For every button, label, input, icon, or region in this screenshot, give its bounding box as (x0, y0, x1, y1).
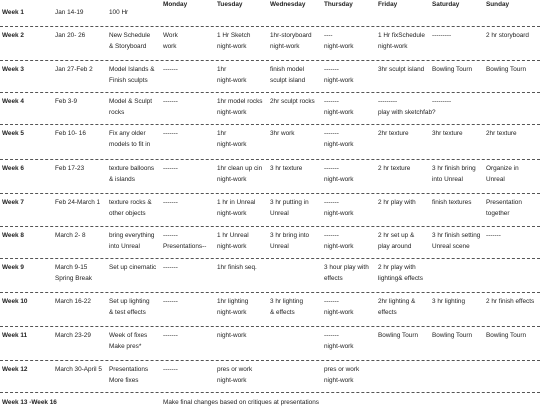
row-divider (0, 193, 540, 194)
day-cell: night-work (217, 377, 247, 384)
task-cell: & test effects (109, 309, 146, 316)
day-cell: 1 hr in Unreal (217, 199, 256, 206)
day-cell: play around (378, 243, 412, 250)
day-cell: 1 Hr Sketch (217, 32, 251, 39)
day-cell: Unreal (270, 243, 289, 250)
day-cell: Unreal (270, 210, 289, 217)
day-cell: ------- (324, 332, 339, 339)
day-header: Wednesday (270, 1, 306, 8)
task-cell: Set up cinematic (109, 264, 157, 271)
date-range: March 23-29 (55, 332, 91, 339)
date-range: Spring Break (55, 275, 92, 282)
day-cell: 1hr model rocks (217, 98, 263, 105)
day-cell: 3 hr finish setting (432, 232, 481, 239)
day-cell: effects (324, 275, 343, 282)
day-cell: night-work (324, 77, 354, 84)
day-cell: ------- (486, 232, 501, 239)
date-range: Feb 17-23 (55, 165, 85, 172)
day-cell: 3 hr texture (270, 165, 303, 172)
day-cell: lighting& effects (378, 275, 423, 282)
day-cell: into Unreal (432, 176, 463, 183)
row-divider (0, 326, 540, 327)
week-label: Week 13 -Week 16 (2, 399, 57, 406)
day-header: Tuesday (217, 1, 243, 8)
day-cell: 1hr-storyboard (270, 32, 312, 39)
day-cell: work (163, 43, 177, 50)
day-cell: night-work (217, 141, 247, 148)
day-cell: ------- (163, 165, 178, 172)
task-cell: Fix any older (109, 130, 146, 137)
day-cell: 1hr (217, 130, 227, 137)
day-cell: ------- (163, 298, 178, 305)
day-cell: night-work (324, 210, 354, 217)
day-cell: night-work (217, 309, 247, 316)
day-cell: Bowling Tourn (432, 66, 473, 73)
row-divider (0, 92, 540, 93)
day-cell: ------- (163, 332, 178, 339)
day-cell: night-work (217, 109, 247, 116)
day-cell: night-work (217, 332, 247, 339)
day-cell: ------- (163, 98, 178, 105)
row-divider (0, 258, 540, 259)
day-cell: ------- (324, 298, 339, 305)
day-cell: Unreal (486, 176, 505, 183)
day-cell: night-work (324, 377, 354, 384)
task-cell: bring everything (109, 232, 155, 239)
day-cell: ---- (324, 32, 333, 39)
day-cell: night-work (324, 309, 354, 316)
day-cell: night-work (324, 141, 354, 148)
date-range: Feb 24-March 1 (55, 199, 101, 206)
task-cell: Set up lighting (109, 298, 150, 305)
day-cell: effects (378, 309, 397, 316)
row-divider (0, 159, 540, 160)
day-cell: 2 hr play with (378, 264, 416, 271)
date-range: Feb 10- 16 (55, 130, 86, 137)
day-cell: sculpt island (270, 77, 306, 84)
day-cell: night-work (324, 109, 354, 116)
day-header: Thursday (324, 1, 353, 8)
day-cell: Presentation (486, 199, 522, 206)
day-header: Friday (378, 1, 398, 8)
day-cell: Unreal scene (432, 243, 470, 250)
task-cell: models to fit in (109, 141, 151, 148)
day-cell: 2 hr texture (378, 165, 411, 172)
day-cell: ------- (324, 199, 339, 206)
day-cell: ------- (324, 66, 339, 73)
day-cell: 2 hr finish effects (486, 298, 535, 305)
day-cell: --------- (432, 98, 452, 105)
date-range: Jan 14-19 (55, 9, 84, 16)
day-cell: night-work (217, 243, 247, 250)
day-header: Saturday (432, 1, 460, 8)
day-cell: Bowling Tourn (486, 66, 527, 73)
row-divider (0, 226, 540, 227)
row-divider (0, 124, 540, 125)
task-cell: texture balloons (109, 165, 155, 172)
day-cell: ------- (324, 98, 339, 105)
day-cell: 1hr finish seq. (217, 264, 257, 271)
day-cell: ------- (163, 366, 178, 373)
day-cell: --------- (378, 98, 398, 105)
day-cell: 3 hr putting in (270, 199, 309, 206)
day-cell: ------- (163, 66, 178, 73)
day-cell: 3 hr lighting (270, 298, 304, 305)
week-label: Week 1 (2, 9, 24, 16)
task-cell: New Schedule (109, 32, 151, 39)
day-cell: night-work (217, 77, 247, 84)
task-cell: texture rocks & (109, 199, 152, 206)
day-cell: --------- (432, 32, 452, 39)
day-cell: night-work (324, 43, 354, 50)
week-label: Week 3 (2, 66, 24, 73)
day-cell: 3hr sculpt island (378, 66, 425, 73)
day-cell: finish model (270, 66, 305, 73)
day-cell: 1 Hr fixSchedule (378, 32, 425, 39)
week-label: Week 8 (2, 232, 24, 239)
task-cell: Presentations (109, 366, 149, 373)
day-cell: & effects (270, 309, 295, 316)
day-header: Monday (163, 1, 188, 8)
day-cell: ------- (163, 130, 178, 137)
day-cell: together (486, 210, 510, 217)
final-note: Make final changes based on critiques at presentations (163, 399, 319, 406)
day-cell: 2 hr play with (378, 199, 416, 206)
date-range: Feb 3-9 (55, 98, 78, 105)
day-cell: night-work (324, 243, 354, 250)
day-cell: 2 hr storyboard (486, 32, 529, 39)
day-cell: 3 hr finish bring (432, 165, 476, 172)
task-cell: More fixes (109, 377, 139, 384)
day-cell: 3 hour play with (324, 264, 369, 271)
date-range: Jan 27-Feb 2 (55, 66, 93, 73)
day-cell: night-work (217, 43, 247, 50)
task-cell: into Unreal (109, 243, 140, 250)
day-cell: 1 hr Unreal (217, 232, 249, 239)
row-divider (0, 60, 540, 61)
day-cell: finish textures (432, 199, 472, 206)
row-divider (0, 26, 540, 27)
week-label: Week 7 (2, 199, 24, 206)
week-label: Week 5 (2, 130, 24, 137)
week-label: Week 4 (2, 98, 24, 105)
task-cell: & Storyboard (109, 43, 147, 50)
day-cell: ------- (163, 199, 178, 206)
task-cell: Make pres* (109, 343, 142, 350)
day-cell: pres or work (217, 366, 253, 373)
day-cell: 1hr clean up cin (217, 165, 263, 172)
day-cell: ------- (163, 232, 178, 239)
day-cell: 1hr lighting (217, 298, 249, 305)
week-label: Week 2 (2, 32, 24, 39)
date-range: March 9-15 (55, 264, 88, 271)
row-divider (0, 392, 540, 393)
day-cell: 3hr work (270, 130, 295, 137)
day-cell: Work (163, 32, 178, 39)
day-cell: ------- (324, 130, 339, 137)
day-cell: Bowling Tourn (432, 332, 473, 339)
day-cell: 3hr texture (432, 130, 463, 137)
day-cell: ------- (163, 264, 178, 271)
day-cell: ------- (324, 232, 339, 239)
week-label: Week 6 (2, 165, 24, 172)
day-cell: Bowling Tourn (486, 332, 527, 339)
row-divider (0, 360, 540, 361)
day-cell: 3 hr bring into (270, 232, 310, 239)
week-label: Week 12 (2, 366, 28, 373)
day-cell: 2hr texture (378, 130, 409, 137)
day-cell: night-work (217, 210, 247, 217)
day-cell: ------- (324, 165, 339, 172)
day-cell: play with sketchfab? (378, 109, 436, 116)
day-cell: 2hr lighting & (378, 298, 416, 305)
task-cell: rocks (109, 109, 125, 116)
day-cell: night-work (324, 176, 354, 183)
day-cell: night-work (217, 176, 247, 183)
date-range: March 2- 8 (55, 232, 86, 239)
day-cell: night-work (378, 43, 408, 50)
day-cell: Presentations-- (163, 243, 207, 250)
day-cell: night-work (324, 343, 354, 350)
day-cell: pres or work (324, 366, 360, 373)
week-label: Week 9 (2, 264, 24, 271)
date-range: March 16-22 (55, 298, 91, 305)
day-cell: 3 hr lighting (432, 298, 466, 305)
row-divider (0, 292, 540, 293)
date-range: March 30-April 5 (55, 366, 102, 373)
day-cell: 2hr sculpt rocks (270, 98, 315, 105)
task-cell: Week of fixes (109, 332, 148, 339)
task-cell: 100 Hr (109, 9, 129, 16)
week-label: Week 11 (2, 332, 28, 339)
task-cell: Model & Sculpt (109, 98, 152, 105)
task-cell: Model Islands & (109, 66, 155, 73)
task-cell: other objects (109, 210, 146, 217)
week-label: Week 10 (2, 298, 28, 305)
date-range: Jan 20- 26 (55, 32, 86, 39)
day-cell: 2 hr set up & (378, 232, 415, 239)
day-cell: 2hr texture (486, 130, 517, 137)
day-cell: Bowling Tourn (378, 332, 419, 339)
day-header: Sunday (486, 1, 510, 8)
day-cell: night-work (270, 43, 300, 50)
task-cell: & islands (109, 176, 135, 183)
day-cell: Organize in (486, 165, 519, 172)
task-cell: Finish sculpts (109, 77, 148, 84)
day-cell: 1hr (217, 66, 227, 73)
